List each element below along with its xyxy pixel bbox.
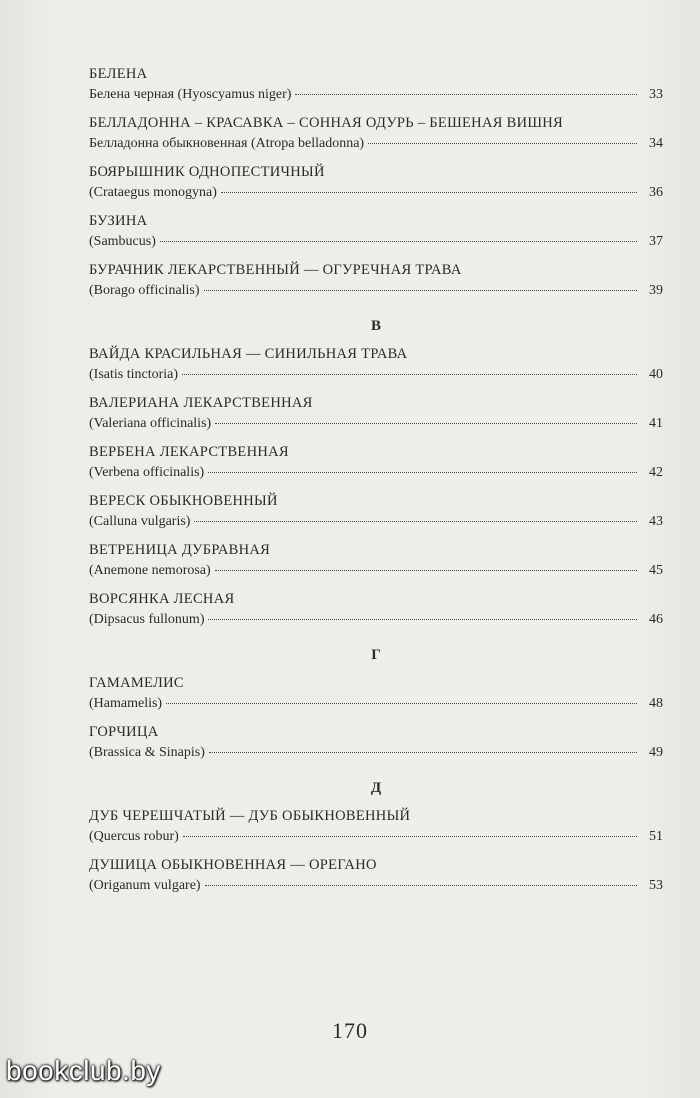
page-number: 170 [332,1018,368,1043]
page-reference: 39 [649,283,663,298]
page-reference: 36 [649,185,663,200]
toc-entry [89,723,663,763]
page-reference: 41 [649,416,663,431]
entry-subtitle: (Valeriana officinalis) [89,416,212,431]
page-reference: 37 [649,234,663,249]
entry-subtitle: (Calluna vulgaris) [89,514,191,529]
entry-title: БЕЛЕНА [89,66,148,82]
entry-title: ГОРЧИЦА [89,724,159,740]
entry-subtitle: Белена черная (Hyoscyamus niger) [89,87,292,102]
entry-subtitle: Белладонна обыкновенная (Atropa belladonna) [89,136,365,151]
dot-leader [166,703,637,704]
toc-section [89,315,663,630]
entry-title: БУРАЧНИК ЛЕКАРСТВЕННЫЙ — ОГУРЕЧНАЯ ТРАВА [89,262,462,278]
toc-section [89,65,663,301]
entry-title: ВЕРБЕНА ЛЕКАРСТВЕННАЯ [89,444,289,460]
entry-title: ВАЙДА КРАСИЛЬНАЯ — СИНИЛЬНАЯ ТРАВА [89,346,408,362]
section-letter: Д [370,780,382,796]
entry-title: БОЯРЫШНИК ОДНОПЕСТИЧНЫЙ [89,164,325,180]
dot-leader [160,241,637,242]
section-letter: Г [371,647,381,663]
page-reference: 40 [649,367,663,382]
toc-entry [89,212,663,252]
entry-subtitle: (Isatis tinctoria) [89,367,179,382]
toc-entry [89,345,663,385]
page-reference: 46 [649,612,663,627]
page-reference: 43 [649,514,663,529]
toc-entry [89,163,663,203]
dot-leader [182,374,637,375]
entry-title: ДУШИЦА ОБЫКНОВЕННАЯ — ОРЕГАНО [89,857,377,873]
page-reference: 51 [649,829,663,844]
entry-subtitle: (Anemone nemorosa) [89,563,211,578]
toc-entry [89,114,663,154]
entry-title: ВОРСЯНКА ЛЕСНАЯ [89,591,235,607]
dot-leader [208,619,637,620]
entry-subtitle: (Sambucus) [89,234,156,249]
dot-leader [368,143,637,144]
page-reference: 33 [649,87,663,102]
page-reference: 42 [649,465,663,480]
toc-section [89,777,663,896]
toc-entry [89,674,663,714]
dot-leader [194,521,637,522]
page-reference: 53 [649,878,663,893]
entry-title: ВАЛЕРИАНА ЛЕКАРСТВЕННАЯ [89,395,313,411]
page-reference: 34 [649,136,663,151]
watermark: bookclub.by [6,1055,161,1086]
page-reference: 45 [649,563,663,578]
entry-title: ВЕРЕСК ОБЫКНОВЕННЫЙ [89,493,278,509]
entry-title: БУЗИНА [89,213,148,229]
dot-leader [209,752,637,753]
entry-subtitle: (Brassica & Sinapis) [89,745,205,760]
entry-subtitle: (Borago officinalis) [89,283,200,298]
toc-entry [89,492,663,532]
dot-leader [221,192,637,193]
entry-subtitle: (Origanum vulgare) [89,878,201,893]
toc-entry [89,394,663,434]
toc-entry [89,807,663,847]
entry-subtitle: (Hamamelis) [89,696,163,711]
dot-leader [183,836,637,837]
toc-entry [89,261,663,301]
dot-leader [215,570,637,571]
entry-subtitle: (Quercus robur) [89,829,179,844]
dot-leader [204,290,637,291]
entry-title: ДУБ ЧЕРЕШЧАТЫЙ — ДУБ ОБЫКНОВЕННЫЙ [89,808,411,824]
entry-title: ГАМАМЕЛИС [89,675,184,691]
section-letter: В [370,318,381,334]
toc-section [89,644,663,763]
toc-entry [89,856,663,896]
page-reference: 49 [649,745,663,760]
page-reference: 48 [649,696,663,711]
entry-subtitle: (Verbena officinalis) [89,465,205,480]
table-of-contents [89,65,663,905]
toc-entry [89,541,663,581]
dot-leader [295,94,637,95]
dot-leader [208,472,637,473]
dot-leader [215,423,637,424]
toc-entry [89,590,663,630]
dot-leader [205,885,637,886]
toc-entry [89,65,663,105]
entry-subtitle: (Dipsacus fullonum) [89,612,205,627]
entry-subtitle: (Crataegus monogyna) [89,185,217,200]
entry-title: ВЕТРЕНИЦА ДУБРАВНАЯ [89,542,271,558]
entry-title: БЕЛЛАДОННА – КРАСАВКА – СОННАЯ ОДУРЬ – БЕШЕНАЯ ВИШНЯ [89,115,564,131]
toc-entry [89,443,663,483]
